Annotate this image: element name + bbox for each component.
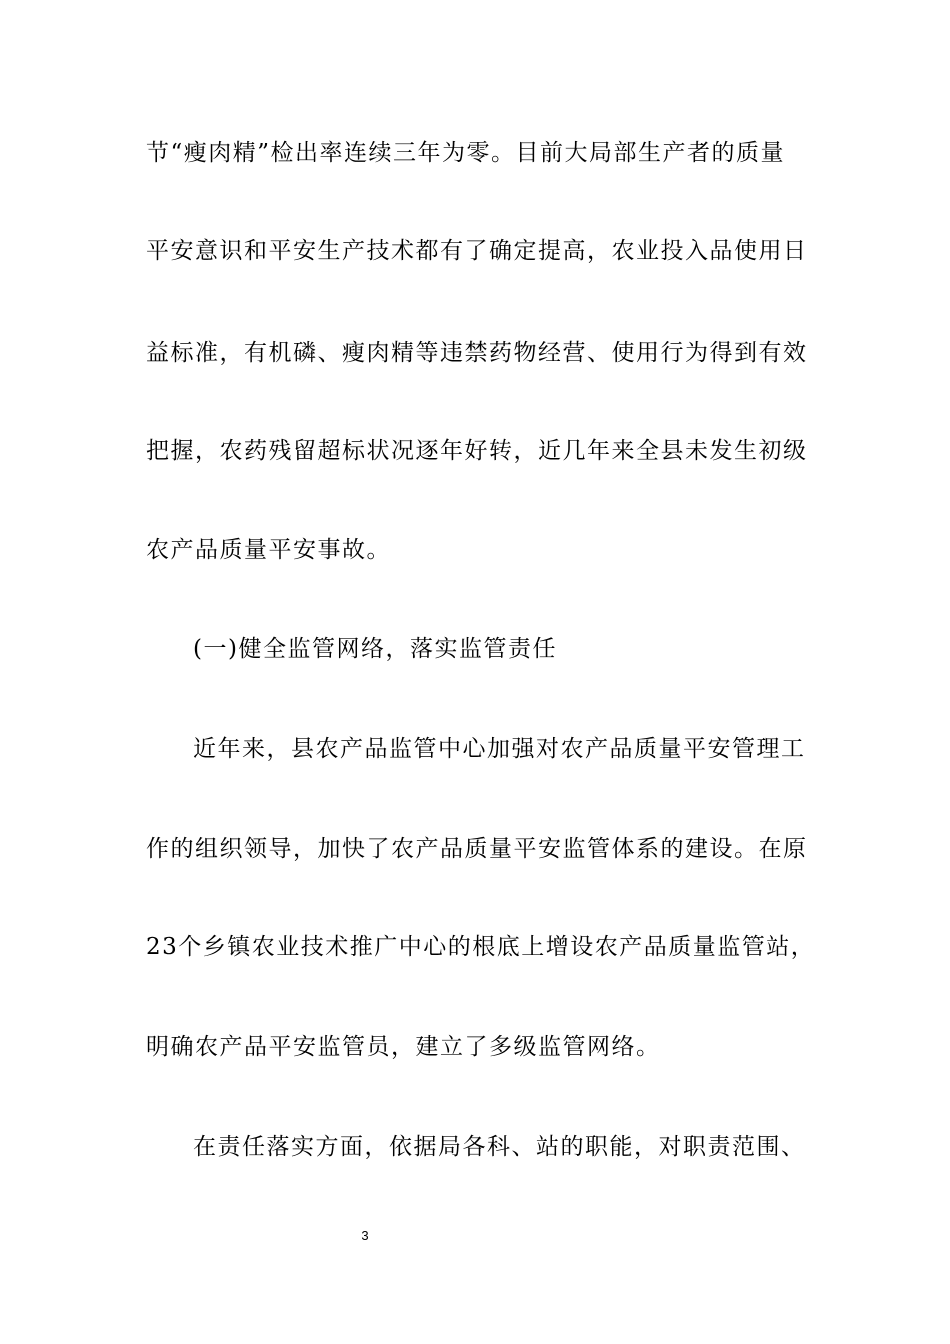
text-line-2: 平安意识和平安生产技术都有了确定提高，农业投入品使用日 (146, 238, 808, 264)
text-line-8: 作的组织领导，加快了农产品质量平安监管体系的建设。在原 (146, 836, 808, 862)
text-line-10: 明确农产品平安监管员，建立了多级监管网络。 (146, 1034, 661, 1060)
section-heading: (一)健全监管网络，落实监管责任 (193, 636, 557, 662)
text-line-9: 23个乡镇农业技术推广中心的根底上增设农产品质量监管站， (146, 934, 816, 960)
text-line-4: 把握，农药残留超标状况逐年好转，近几年来全县未发生初级 (146, 438, 808, 464)
text-line-3: 益标准，有机磷、瘦肉精等违禁药物经营、使用行为得到有效 (146, 340, 808, 366)
text-line-7: 近年来，县农产品监管中心加强对农产品质量平安管理工 (193, 736, 806, 762)
page-number: 3 (361, 1228, 369, 1243)
text-line-1: 节“瘦肉精”检出率连续三年为零。目前大局部生产者的质量 (146, 140, 786, 166)
text-line-11: 在责任落实方面，依据局各科、站的职能，对职责范围、 (193, 1134, 806, 1160)
text-line-5: 农产品质量平安事故。 (146, 537, 391, 563)
